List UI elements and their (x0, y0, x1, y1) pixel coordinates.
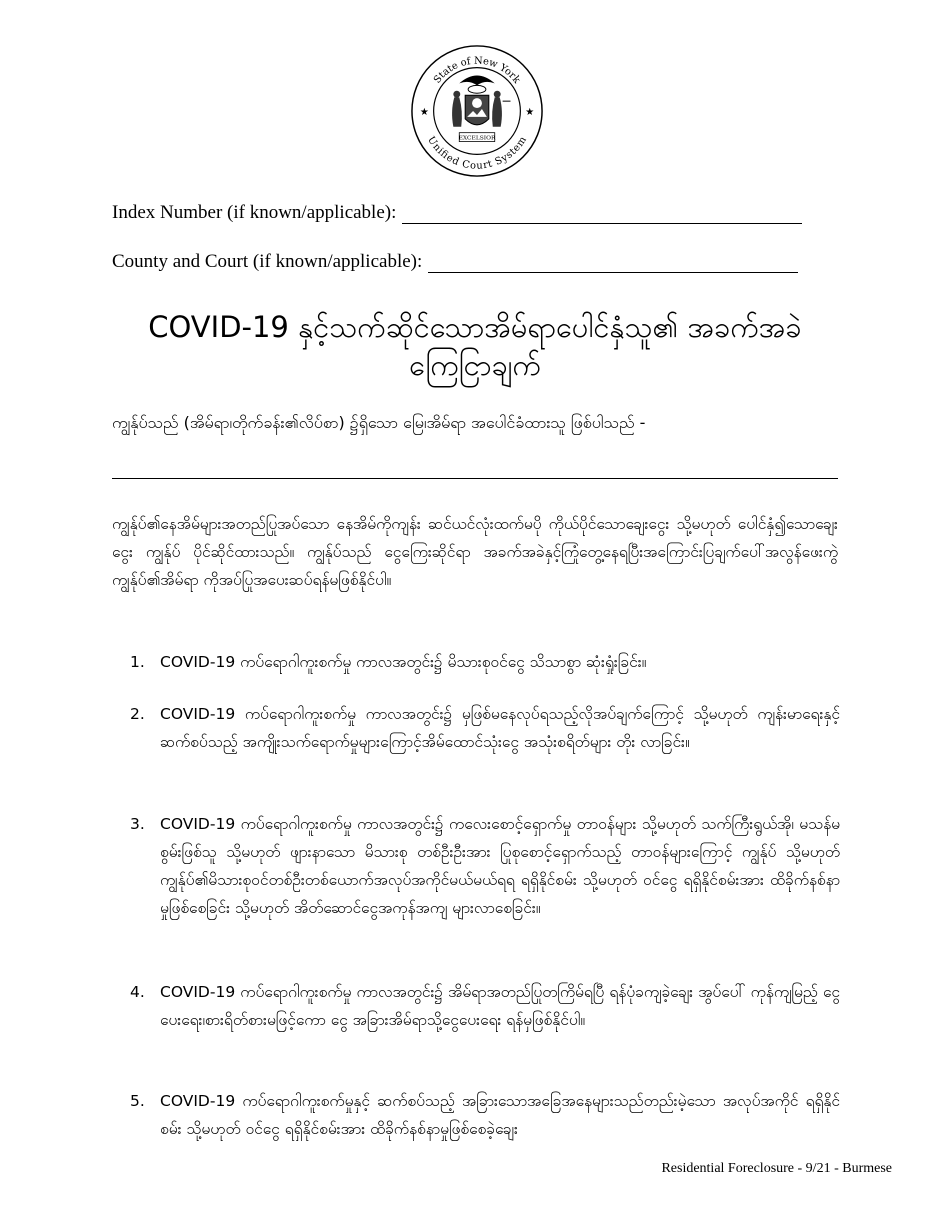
list-item-number: 5. (130, 1092, 145, 1110)
eagle-icon (459, 76, 494, 86)
list-item (130, 648, 840, 676)
list-item (130, 978, 840, 1034)
liberty-figure-icon (452, 97, 462, 127)
index-number-field[interactable] (402, 203, 802, 224)
county-court-field[interactable] (428, 252, 798, 273)
intro-line: ကျွန်ုပ်သည် (အိမ်ရာ၊တိုက်ခန်း၏လိပ်စာ) ၌ရှိသော မြေ၊အိမ်ရာ အပေါင်ခံထားသူ ဖြစ်ပါသည် - (112, 413, 646, 432)
justice-figure-icon (492, 97, 502, 127)
star-left-icon: ★ (419, 106, 429, 118)
star-right-icon: ★ (525, 106, 535, 118)
seal-top-text: State of New York (431, 55, 523, 86)
index-number-label: Index Number (if known/applicable): (112, 202, 397, 223)
list-item-text: COVID-19 ကပ်ရောဂါကူးစက်မှုနှင့် ဆက်စပ်သည့် အခြားသောအခြေအနေများသည်တည်းမဲ့သော အလုပ်အကိုင် ရရှိနိုင်စမ်း သို့မဟုတ် ဝင်ငွေ ရရှိနိုင်စမ်းအား ထိခိုက်နစ်နာမှုဖြစ်စေခဲ့ချေး (160, 1092, 840, 1138)
seal-motto: EXCELSIOR (458, 135, 496, 142)
list-item-number: 3. (130, 815, 145, 833)
index-number-row (112, 202, 802, 224)
declaration-paragraph: ကျွန်ုပ်၏နေအိမ်များအတည်ပြုအပ်သော နေအိမ်ကိုကျန်း ဆင်ယင်လုံးထက်မပို ကိုယ်ပိုင်သောချေးငွေး သို့မဟုတ် ပေါင်နှံ၍သောချေးငွေး ကျွန်ုပ် ပိုင်ဆိုင်ထားသည်။ ကျွန်ုပ်သည် ငွေကြေးဆိုင်ရာ အခက်အခဲနှင့်ကြုံတွေ့နေရပြီးအကြောင်းပြချက်ပေါ်အလွန်ဖေးကွဲ ကျွန်ုပ်၏အိမ်ရာ ကိုအပ်ပြုအပေးဆပ်ရန်မဖြစ်နိုင်ပါ။ (112, 515, 838, 589)
list-item-text: COVID-19 ကပ်ရောဂါကူးစက်မှု ကာလအတွင်း၌ မှဖြစ်မနေလုပ်ရသည့်လိုအပ်ချက်ကြောင့် သို့မဟုတ် ကျန်းမာရေးနှင့်ဆက်စပ်သည့် အကျိုးသက်ရောက်မှုများကြောင့်အိမ်ထောင်သုံးငွေ အသုံးစရိတ်များ တိုး လာခြင်း။ (160, 705, 840, 751)
list-item-number: 4. (130, 983, 145, 1001)
new-york-court-seal (408, 42, 546, 180)
list-item (130, 810, 840, 922)
county-court-label: County and Court (if known/applicable): (112, 251, 423, 272)
list-item-number: 1. (130, 653, 145, 671)
page-title: COVID-19 နှင့်သက်ဆိုင်သောအိမ်ရာပေါင်နှံသူ၏ အခက်အခဲကြေငြာချက် (148, 310, 802, 382)
county-court-row (112, 251, 798, 273)
address-field[interactable] (112, 478, 838, 479)
list-item (130, 1087, 840, 1143)
page-footer: Residential Foreclosure - 9/21 - Burmese (661, 1161, 892, 1176)
list-item (130, 700, 840, 756)
list-item-text: COVID-19 ကပ်ရောဂါကူးစက်မှု ကာလအတွင်း၌ အိမ်ရာအတည်ပြုတကြိမ်ရပြီ ရန်ပုံခကျခဲ့ချေး အွပ်ပေါ် ကုန်ကျမြည့် ငွေပေးရေး၊စားရိတ်စားမဖြင့်ကော ငွေ အခြားအိမ်ရာသို့ငွေပေးရေး ရန်မှဖြစ်နိုင်ပါ။ (160, 983, 840, 1029)
list-item-text: COVID-19 ကပ်ရောဂါကူးစက်မှု ကာလအတွင်း၌ ကလေးစောင့်ရှောက်မှု တာဝန်များ သို့မဟုတ် သက်ကြီးရွယ်အို၊ မသန်မစွမ်းဖြစ်သူ သို့မဟုတ် ဖျားနာသော မိသားစု တစ်ဦးဦးအား ပြုစုစောင့်ရှောက်သည့် တာဝန်များကြောင့် ကျွန်ုပ် သို့မဟုတ် ကျွန်ုပ်၏မိသားစုဝင်တစ်ဦးတစ်ယောက်အလုပ်အကိုင်မယ်မယ်ရရ ရရှိနိုင်စမ်း သို့မဟုတ် ဝင်ငွေ ရရှိနိုင်စမ်းအား ထိခိုက်နစ်နာမှုဖြစ်စေခြင်း သို့မဟုတ် အိတ်ဆောင်ငွေအကုန်အကျ များလာစေခြင်း။ (160, 815, 840, 917)
list-item-number: 2. (130, 705, 145, 723)
list-item-text: COVID-19 ကပ်ရောဂါကူးစက်မှု ကာလအတွင်း၌ မိသားစုဝင်ငွေ သိသာစွာ ဆုံးရှုံးခြင်း။ (160, 653, 647, 671)
seal-bottom-text: Unified Court System (425, 134, 529, 172)
